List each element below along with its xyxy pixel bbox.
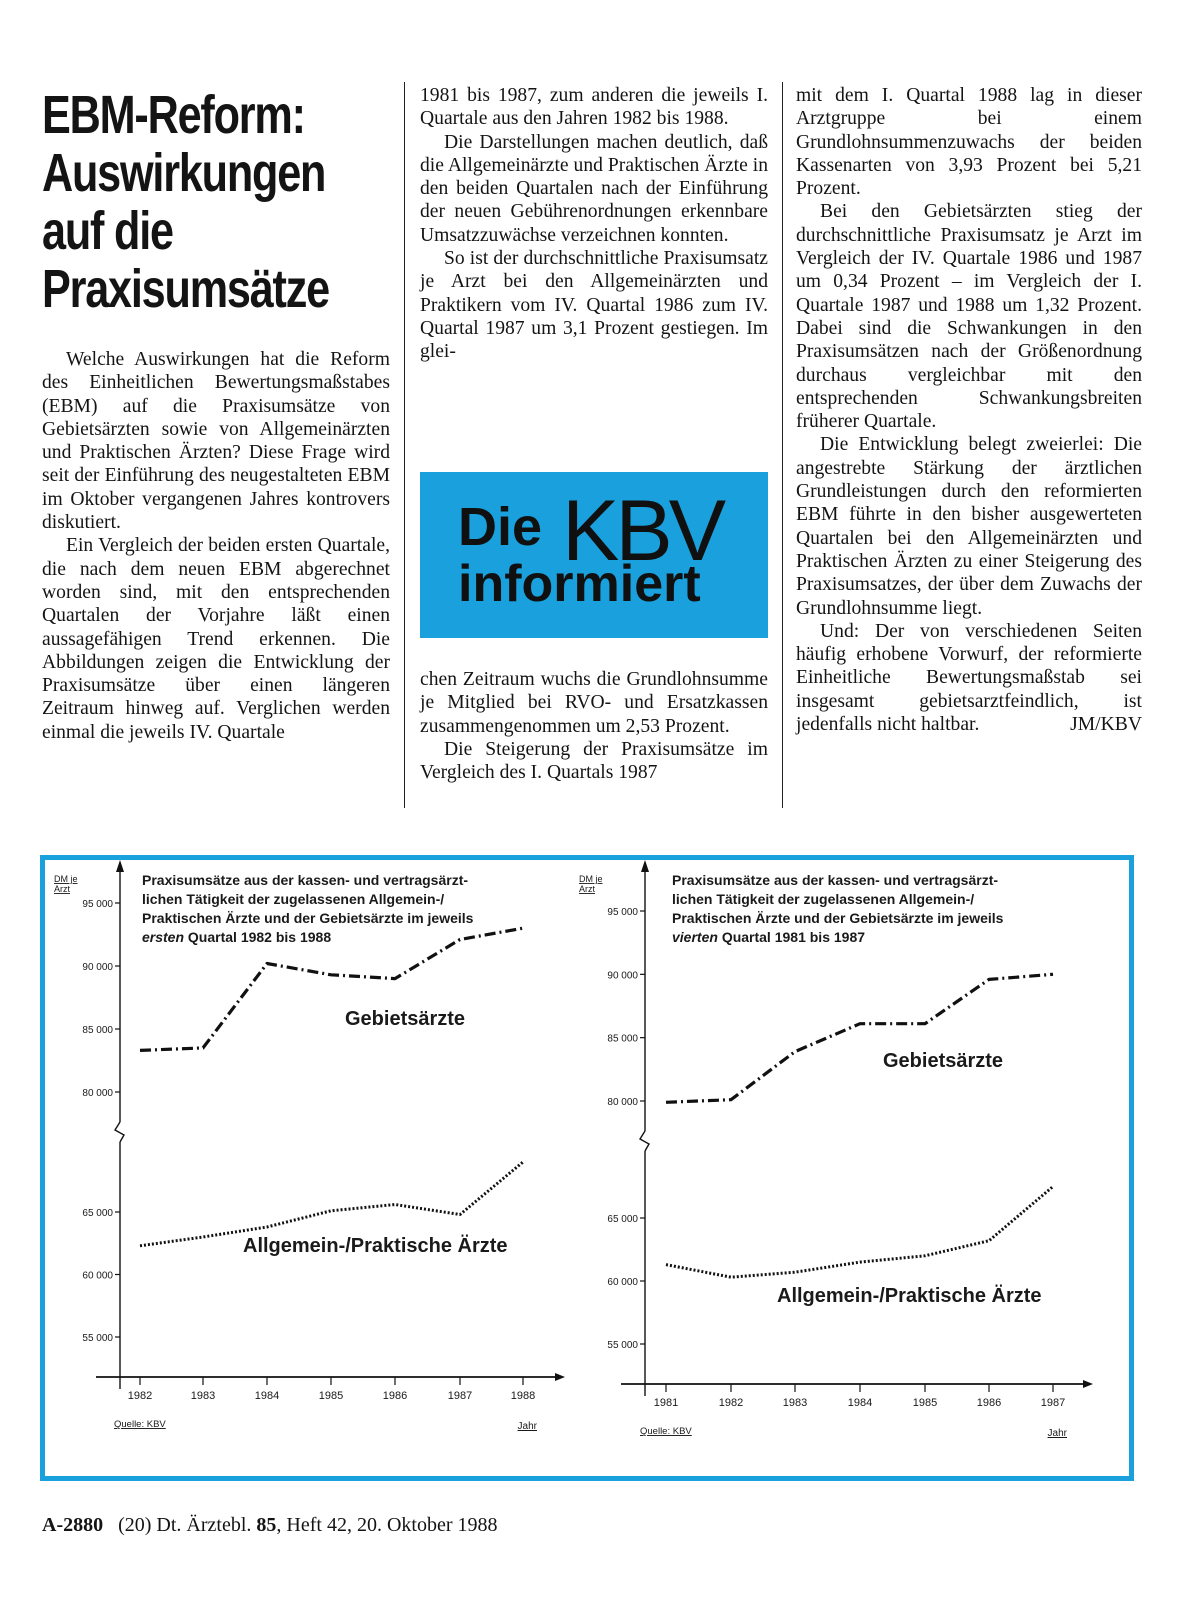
chart-title-line: lichen Tätigkeit der zugelassenen Allgemein-/ bbox=[672, 891, 975, 907]
x-tick-label: 1987 bbox=[447, 1390, 473, 1402]
chart-title-line: Praktischen Ärzte und der Gebietsärzte im jeweils bbox=[672, 910, 1004, 926]
column-2-continued bbox=[420, 668, 768, 784]
paragraph: Ein Vergleich der beiden ersten Quartale, die nach dem neuen EBM abgerechnet worden sind, mit den entsprechenden Quartalen der Vorjahre läßt einen aussagefähigen Trend erkennen. Die Abbildungen zeigen die Entwicklung der Praxisumsätze über einen längeren Zeitraum hinweg auf. Verglichen werden einmal die jeweils IV. Quartale bbox=[42, 535, 390, 743]
charts-frame bbox=[40, 855, 1134, 1481]
journal-name: (20) Dt. Ärztebl. bbox=[118, 1514, 252, 1536]
y-tick-label: 90 000 bbox=[82, 962, 113, 973]
paragraph: Die Entwicklung belegt zweierlei: Die angestrebte Stärkung der ärztlichen Grundleistungen durch den reformierten EBM führte in den bisher ausgewerteten Quartalen bei den Allgemeinärzten und Praktischen Ärzten zu einer Steigerung des Praxisumsatzes, der über dem Zuwachs der Grundlohnsumme liegt. bbox=[796, 434, 1142, 619]
chart-title-line: Praktischen Ärzte und der Gebietsärzte im jeweils bbox=[142, 910, 474, 926]
y-tick-label: 90 000 bbox=[607, 970, 638, 982]
y-axis-label: Arzt bbox=[579, 884, 596, 894]
issue-info: , Heft 42, 20. Oktober 1988 bbox=[276, 1514, 498, 1536]
y-axis-arrow bbox=[641, 860, 649, 872]
chart-title-line: Praxisumsätze aus der kassen- und vertragsärzt- bbox=[142, 872, 469, 888]
y-tick-label: 55 000 bbox=[82, 1333, 113, 1344]
kbv-die-text: Die bbox=[458, 497, 543, 557]
series-label: Gebietsärzte bbox=[345, 1008, 466, 1030]
chart-source: Quelle: KBV bbox=[114, 1419, 166, 1430]
chart-title-end: Quartal 1981 bis 1987 bbox=[721, 929, 866, 945]
chart-title-emphasis: ersten bbox=[142, 929, 188, 945]
y-tick-label: 80 000 bbox=[607, 1097, 638, 1108]
y-tick-label: 80 000 bbox=[82, 1088, 113, 1099]
x-tick-label: 1981 bbox=[653, 1397, 679, 1409]
paragraph: chen Zeitraum wuchs die Grundlohnsumme je Mitglied bei RVO- und Ersatzkassen zusammengenommen um 2,53 Prozent. bbox=[420, 669, 768, 737]
signature: JM/KBV bbox=[1070, 714, 1142, 736]
series-label: Allgemein-/Praktische Ärzte bbox=[243, 1235, 508, 1257]
series-label: Gebietsärzte bbox=[883, 1050, 1004, 1072]
paragraph: So ist der durchschnittliche Praxisumsatz je Arzt bei den Allgemeinärzten und Praktikern vom IV. Quartal 1986 zum IV. Quartal 1987 um 3,1 Prozent gestiegen. Im glei- bbox=[420, 248, 768, 363]
series-line-allgemein-praktische-aerzte bbox=[666, 1187, 1053, 1278]
column-divider bbox=[404, 82, 405, 808]
x-tick-label: 1986 bbox=[976, 1397, 1002, 1409]
volume-number: 85 bbox=[256, 1514, 277, 1536]
chart-title-line bbox=[142, 929, 331, 945]
paragraph: Bei den Gebietsärzten stieg der durchschnittliche Praxisumsatz je Arzt im Vergleich der IV. Quartale 1986 und 1987 um 0,34 Prozent – im Vergleich der I. Quartale 1987 und 1988 um 1,32 Prozent. Dabei sind die Schwankungen in den Praxisumsätzen nach der Größenordnung durchaus vergleichbar mit den entsprechenden Schwankungsbreiten früherer Quartale. bbox=[796, 201, 1142, 433]
paragraph: Die Darstellungen machen deutlich, daß die Allgemeinärzte und Praktischen Ärzte in den beiden Quartalen nach der Einführung der neuen Gebührenordnungen erkennbare Umsatzzuwächse verzeichnen konnten. bbox=[420, 131, 768, 246]
y-tick-label: 60 000 bbox=[82, 1270, 113, 1282]
kbv-logo: KBV bbox=[562, 483, 723, 579]
y-tick-label: 60 000 bbox=[607, 1277, 638, 1288]
y-tick-label: 65 000 bbox=[607, 1214, 638, 1225]
series-line-gebietsaerzte bbox=[666, 974, 1053, 1102]
series-line-allgemein-praktische-aerzte bbox=[140, 1162, 523, 1246]
paragraph: Welche Auswirkungen hat die Reform des Einheitlichen Bewertungsmaßstabes (EBM) auf die Praxisumsätze von Gebietsärzten sowie von Allgemeinärzten und Praktischen Ärzten? Diese Frage wird seit der Einführung des neugestalteten EBM im Oktober vergangenen Jahres kontrovers diskutiert. bbox=[42, 349, 390, 534]
x-axis-label: Jahr bbox=[1047, 1428, 1067, 1439]
paragraph: Die Steigerung der Praxisumsätze im Vergleich des I. Quartals 1987 bbox=[420, 738, 768, 784]
x-axis-label: Jahr bbox=[517, 1421, 537, 1432]
kbv-informiert-text: informiert bbox=[458, 555, 701, 613]
x-tick-label: 1982 bbox=[127, 1390, 153, 1402]
x-tick-label: 1988 bbox=[510, 1390, 536, 1402]
y-tick-label: 95 000 bbox=[82, 899, 113, 910]
y-tick-label: 65 000 bbox=[82, 1208, 113, 1219]
x-tick-label: 1987 bbox=[1040, 1397, 1066, 1409]
chart-title-line: lichen Tätigkeit der zugelassenen Allgemein-/ bbox=[142, 891, 445, 907]
page-footer bbox=[42, 1514, 497, 1537]
y-tick-label: 85 000 bbox=[82, 1025, 113, 1036]
x-axis-arrow bbox=[555, 1373, 565, 1381]
x-tick-label: 1984 bbox=[847, 1397, 873, 1409]
y-tick-label: 95 000 bbox=[607, 907, 638, 918]
headline-line: Auswirkungen bbox=[42, 143, 326, 203]
chart-title-emphasis: vierten bbox=[672, 929, 722, 945]
x-tick-label: 1986 bbox=[382, 1390, 408, 1402]
chart-title-line: Praxisumsätze aus der kassen- und vertragsärzt- bbox=[672, 872, 999, 888]
x-tick-label: 1984 bbox=[254, 1390, 280, 1402]
chart-source: Quelle: KBV bbox=[640, 1426, 692, 1437]
y-axis-label: DM je bbox=[579, 874, 603, 884]
page-number: A-2880 bbox=[42, 1514, 104, 1536]
charts-svg bbox=[45, 860, 1129, 1476]
x-tick-label: 1983 bbox=[190, 1390, 216, 1402]
axis-break-mark bbox=[115, 1122, 124, 1142]
headline-line: Praxisumsätze bbox=[42, 259, 329, 319]
kbv-informiert-box bbox=[420, 472, 768, 638]
x-axis-arrow bbox=[1083, 1380, 1093, 1388]
series-line-gebietsaerzte bbox=[140, 928, 523, 1050]
y-axis-label: DM je bbox=[54, 874, 78, 884]
headline-line: EBM-Reform: bbox=[42, 85, 305, 145]
x-tick-label: 1983 bbox=[782, 1397, 808, 1409]
x-tick-label: 1985 bbox=[912, 1397, 938, 1409]
x-tick-label: 1982 bbox=[718, 1397, 744, 1409]
y-axis-arrow bbox=[116, 860, 124, 872]
paragraph: mit dem I. Quartal 1988 lag in dieser Arztgruppe bei einem Grundlohnsummenzuwachs der beiden Kassenarten von 3,93 Prozent bei 5,21 Prozent. bbox=[796, 85, 1142, 200]
chart-title-end: Quartal 1982 bis 1988 bbox=[187, 929, 332, 945]
y-axis-label: Arzt bbox=[54, 884, 71, 894]
y-tick-label: 55 000 bbox=[607, 1340, 638, 1351]
column-2 bbox=[420, 84, 768, 364]
column-divider bbox=[782, 82, 783, 808]
series-label: Allgemein-/Praktische Ärzte bbox=[777, 1285, 1042, 1307]
chart-title-line bbox=[672, 929, 865, 945]
x-tick-label: 1985 bbox=[318, 1390, 344, 1402]
paragraph bbox=[796, 620, 1142, 736]
column-3 bbox=[796, 84, 1142, 736]
paragraph-text: Und: Der von verschiedenen Seiten häufig erhobene Vorwurf, der reformierte Einheitliche Bewertungsmaßstab sei insgesamt gebietsarztfeindlich, ist jedenfalls nicht haltbar. bbox=[796, 620, 1142, 736]
paragraph: 1981 bis 1987, zum anderen die jeweils I. Quartale aus den Jahren 1982 bis 1988. bbox=[420, 85, 768, 130]
article-headline bbox=[42, 86, 378, 318]
headline-line: auf die bbox=[42, 201, 173, 261]
axis-break-mark bbox=[640, 1131, 649, 1151]
y-tick-label: 85 000 bbox=[607, 1033, 638, 1045]
column-1 bbox=[42, 80, 390, 744]
